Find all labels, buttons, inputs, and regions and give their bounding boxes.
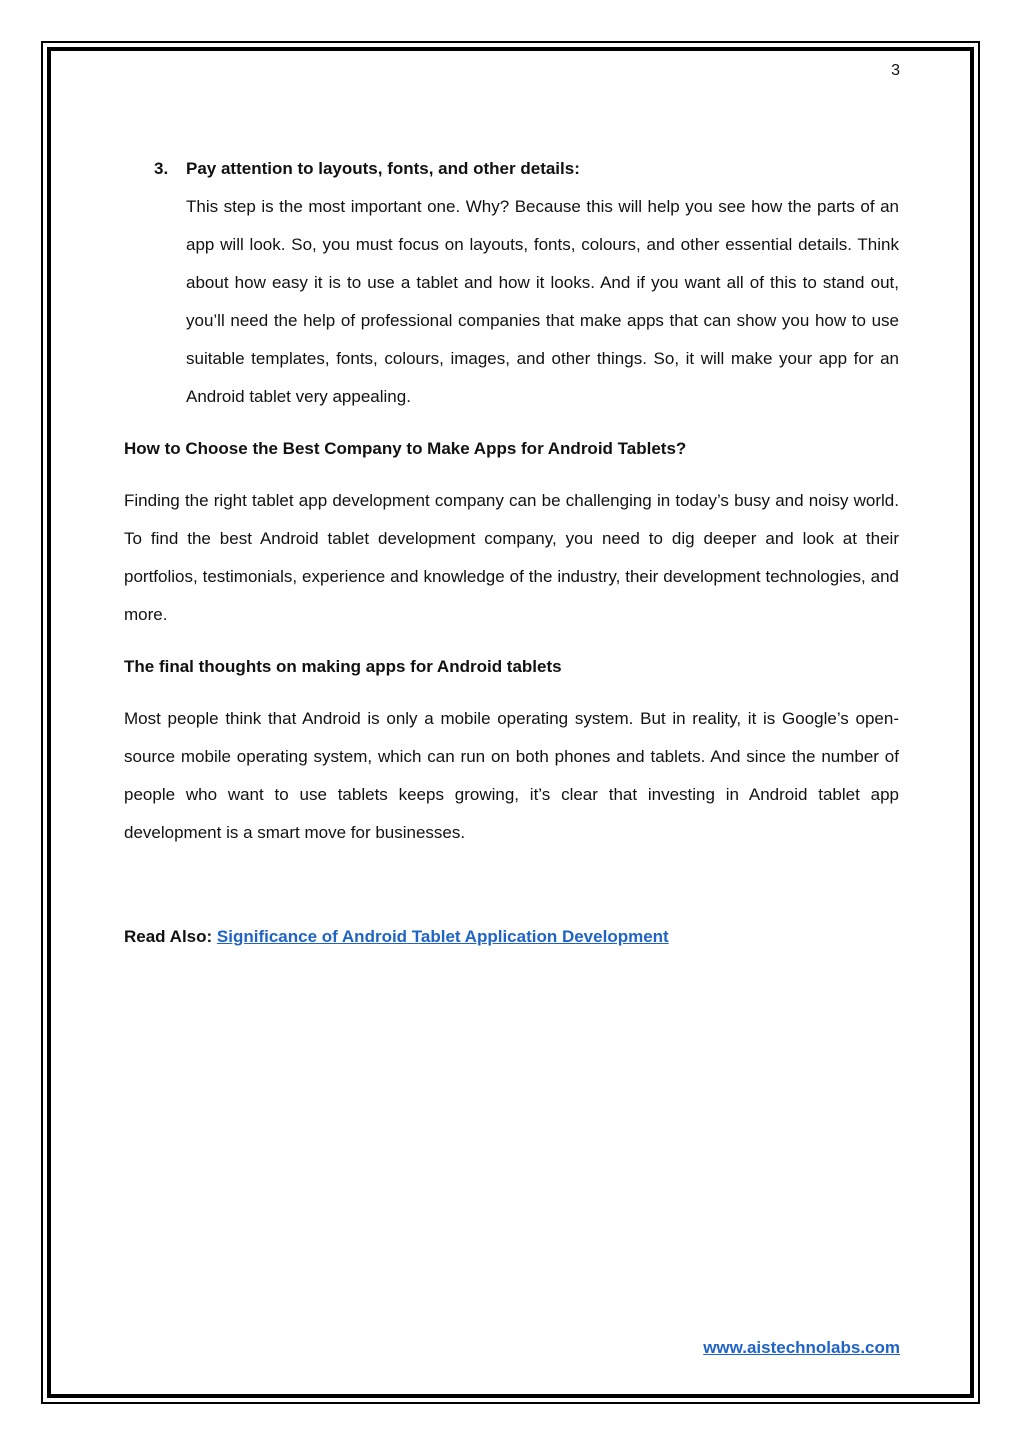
- read-also: [124, 918, 899, 956]
- section-body-final: Most people think that Android is only a mobile operating system. But in reality, it is Google’s open-source mobile operating system, which can run on both phones and tablets. And since the number of people who want to use tablets keeps growing, it’s clear that investing in Android tablet app development is a smart move for businesses.: [124, 709, 899, 842]
- page-number: 3: [891, 62, 900, 79]
- section-heading-final: The final thoughts on making apps for Android tablets: [124, 657, 562, 676]
- footer-website-link[interactable]: www.aistechnolabs.com: [703, 1338, 900, 1357]
- read-also-link[interactable]: Significance of Android Tablet Application Development: [216, 927, 669, 946]
- section-heading-choose: How to Choose the Best Company to Make Apps for Android Tablets?: [124, 439, 687, 458]
- document-body: [124, 150, 899, 956]
- list-item-body: This step is the most important one. Why? Because this will help you see how the parts of an app will look. So, you must focus on layouts, fonts, colours, and other essential details. Think about how easy it is to use a tablet and how it looks. And if you want all of this to stand out, you’ll need the help of professional companies that make apps that can show you how to use suitable templates, fonts, colours, images, and other things. So, it will make your app for an Android tablet very appealing.: [186, 197, 899, 406]
- list-item-number: 3.: [154, 159, 169, 178]
- list-item-title: Pay attention to layouts, fonts, and other details:: [186, 159, 580, 178]
- section-body-choose: Finding the right tablet app development company can be challenging in today’s busy and noisy world. To find the best Android tablet development company, you need to dig deeper and look at their portfolios, testimonials, experience and knowledge of the industry, their development technologies, and more.: [124, 491, 899, 624]
- numbered-list-item: [124, 150, 899, 416]
- read-also-label: Read Also:: [124, 927, 213, 946]
